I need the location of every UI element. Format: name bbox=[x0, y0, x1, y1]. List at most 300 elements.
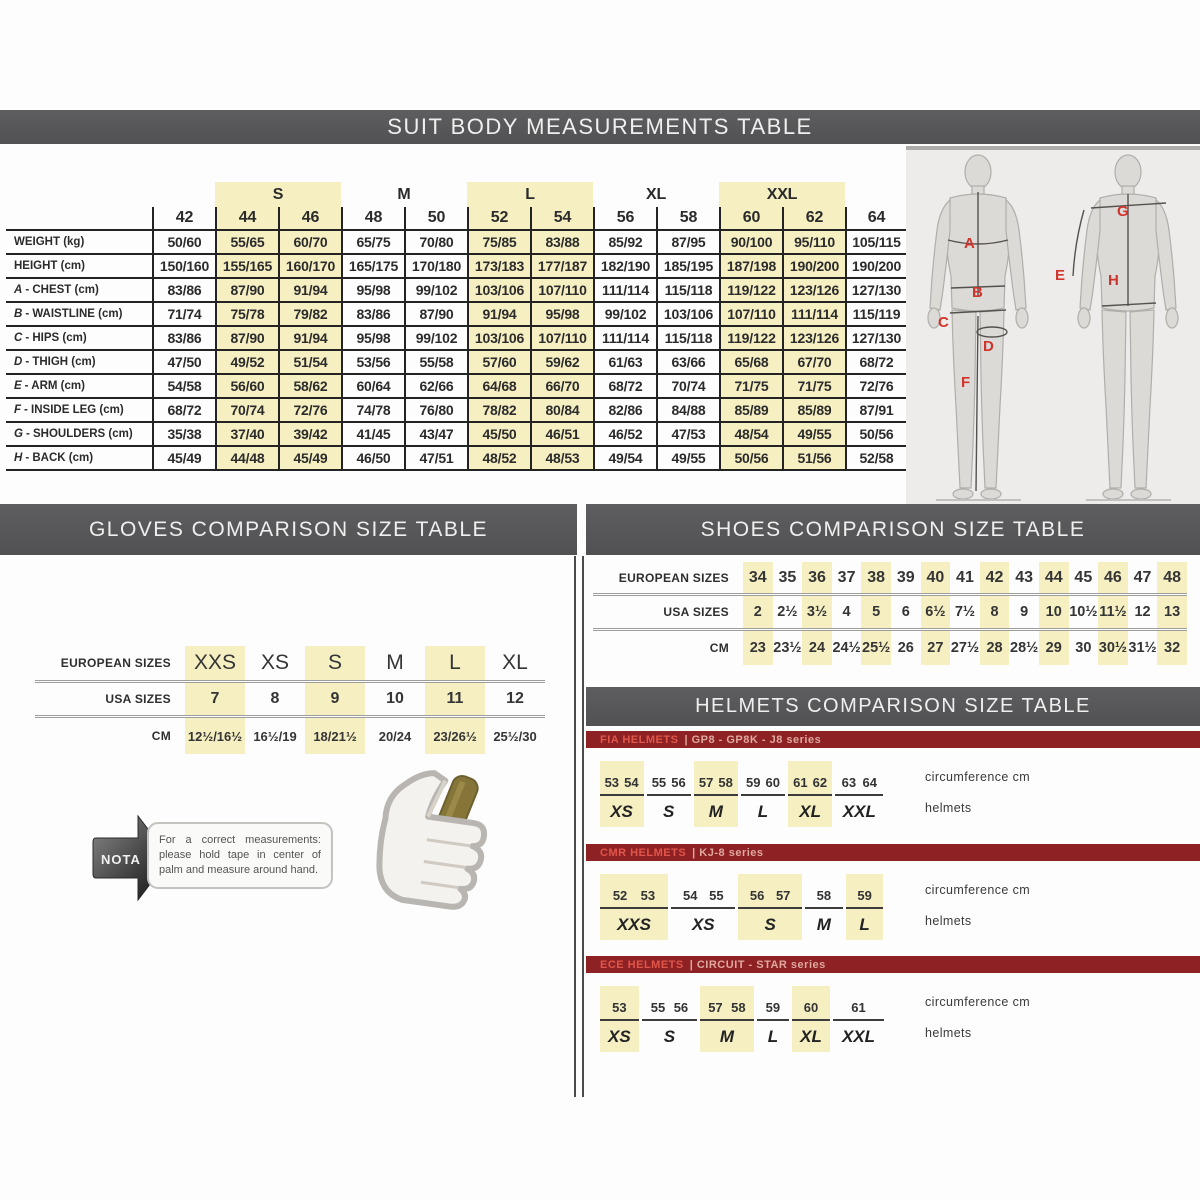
suit-value-cell: 60/64 bbox=[341, 373, 404, 397]
suit-value-cell: 49/52 bbox=[215, 349, 278, 373]
helmet-size-label: XL bbox=[799, 801, 821, 821]
gloves-table-row bbox=[35, 718, 545, 754]
nota-label: NOTA bbox=[101, 852, 141, 867]
helmet-size-label: XXL bbox=[841, 1026, 875, 1046]
shoes-table-row bbox=[593, 596, 1187, 631]
shoes-table-value-cell: 41 bbox=[956, 568, 974, 586]
suit-measurements-table bbox=[6, 182, 908, 471]
helmet-size-label: L bbox=[767, 1026, 779, 1046]
helmet-series-name: CMR HELMETS bbox=[600, 846, 687, 859]
suit-size-header: 54 bbox=[530, 207, 593, 229]
shoes-table-value-cell: 30½ bbox=[1098, 631, 1128, 665]
suit-value-cell: 52/58 bbox=[845, 445, 908, 471]
helmets-label: helmets bbox=[925, 800, 972, 815]
helmet-size-group bbox=[600, 874, 669, 940]
helmet-circumference-value: 55 bbox=[709, 888, 724, 903]
gloves-table-value-cell: 12 bbox=[506, 690, 524, 707]
suit-value-cell: 78/82 bbox=[467, 397, 530, 421]
suit-value-cell: 90/100 bbox=[719, 229, 782, 253]
suit-value-cell: 47/51 bbox=[404, 445, 467, 471]
suit-value-cell: 103/106 bbox=[656, 301, 719, 325]
circumference-cm-label: circumference cm bbox=[925, 994, 1031, 1009]
suit-value-cell: 119/122 bbox=[719, 325, 782, 349]
suit-value-cell: 170/180 bbox=[404, 253, 467, 277]
gloves-table-value-cell: 23/26½ bbox=[425, 718, 485, 754]
gloves-table-value-cell: 8 bbox=[270, 690, 280, 707]
suit-row-label: HEIGHT (cm) bbox=[6, 253, 152, 277]
suit-value-cell: 127/130 bbox=[845, 325, 908, 349]
helmets-label: helmets bbox=[925, 1025, 972, 1040]
measure-letter-F: F bbox=[961, 374, 971, 391]
suit-size-header: 48 bbox=[341, 207, 404, 229]
suit-value-cell: 80/84 bbox=[530, 397, 593, 421]
suit-value-cell: 173/183 bbox=[467, 253, 530, 277]
suit-value-cell: 45/49 bbox=[152, 445, 215, 471]
helmet-series-bar bbox=[586, 844, 1200, 861]
circumference-cm-label: circumference cm bbox=[925, 769, 1031, 784]
helmet-size-label: XL bbox=[800, 1026, 822, 1046]
suit-value-cell: 95/98 bbox=[341, 325, 404, 349]
suit-value-cell: 165/175 bbox=[341, 253, 404, 277]
shoes-table-value-cell: 8 bbox=[980, 596, 1010, 628]
suit-value-cell: 87/90 bbox=[404, 301, 467, 325]
suit-value-cell: 55/58 bbox=[404, 349, 467, 373]
measure-letter-E: E bbox=[1055, 267, 1066, 284]
suit-group-header: M bbox=[397, 185, 411, 203]
helmet-circumference-row bbox=[600, 761, 644, 796]
suit-value-cell: 83/88 bbox=[530, 229, 593, 253]
suit-value-cell: 127/130 bbox=[845, 277, 908, 301]
measure-letter-A: A bbox=[964, 235, 975, 252]
helmet-size-table bbox=[598, 986, 1200, 1052]
gloves-table-row-label: CM bbox=[151, 729, 171, 743]
suit-value-cell: 71/74 bbox=[152, 301, 215, 325]
shoes-table-value-cell: 4 bbox=[842, 604, 851, 620]
helmet-circumference-value: 53 bbox=[640, 888, 656, 903]
suit-value-cell: 82/86 bbox=[593, 397, 656, 421]
gloves-table-value-cell: M bbox=[386, 651, 404, 674]
suit-row-label: G - SHOULDERS (cm) bbox=[6, 421, 152, 445]
suit-value-cell: 107/110 bbox=[719, 301, 782, 325]
shoes-table-value-cell: 29 bbox=[1039, 631, 1069, 665]
suit-value-cell: 58/62 bbox=[278, 373, 341, 397]
suit-row-label: C - HIPS (cm) bbox=[6, 325, 152, 349]
suit-value-cell: 66/70 bbox=[530, 373, 593, 397]
suit-value-cell: 61/63 bbox=[593, 349, 656, 373]
gloves-table-value-cell: 9 bbox=[305, 683, 365, 715]
suit-group-spacer bbox=[6, 182, 152, 207]
suit-value-cell: 65/75 bbox=[341, 229, 404, 253]
helmet-circumference-value: 57 bbox=[775, 888, 791, 903]
shoes-table-value-cell: 24 bbox=[802, 631, 832, 665]
shoes-table-value-cell: 5 bbox=[861, 596, 891, 628]
helmet-circumference-row bbox=[647, 761, 691, 796]
suit-value-cell: 39/42 bbox=[278, 421, 341, 445]
gloves-table-title-bar bbox=[0, 504, 577, 555]
suit-row-label: B - WAISTLINE (cm) bbox=[6, 301, 152, 325]
suit-value-cell: 46/52 bbox=[593, 421, 656, 445]
suit-value-cell: 55/65 bbox=[215, 229, 278, 253]
helmet-circumference-value: 57 bbox=[698, 775, 714, 790]
suit-size-header: 60 bbox=[719, 207, 782, 229]
helmet-size-group bbox=[647, 761, 691, 827]
circumference-cm-label: circumference cm bbox=[925, 882, 1031, 897]
shoes-table-value-cell: 43 bbox=[1015, 568, 1034, 586]
shoes-table-value-cell: 6 bbox=[901, 604, 910, 620]
shoes-table-row bbox=[593, 631, 1187, 665]
helmet-circumference-row bbox=[792, 986, 831, 1021]
helmet-series-bar bbox=[586, 956, 1200, 973]
helmet-series-models: | GP8 - GP8K - J8 series bbox=[684, 733, 822, 746]
helmet-circumference-value: 57 bbox=[708, 1000, 723, 1015]
suit-value-cell: 53/56 bbox=[341, 349, 404, 373]
helmet-series-models: | CIRCUIT - STAR series bbox=[689, 958, 826, 971]
helmet-size-label: S bbox=[764, 914, 776, 934]
note-text: For a correct measurements: please hold tape in center of palm and measure around hand. bbox=[147, 822, 333, 889]
suit-value-cell: 115/118 bbox=[656, 325, 719, 349]
helmet-circumference-value: 62 bbox=[812, 775, 828, 790]
helmet-row-labels bbox=[925, 874, 1030, 940]
suit-value-cell: 48/53 bbox=[530, 445, 593, 471]
helmet-circumference-row bbox=[833, 986, 883, 1021]
helmet-circumference-row bbox=[700, 986, 754, 1021]
helmet-size-group bbox=[741, 761, 785, 827]
suit-value-cell: 99/102 bbox=[404, 325, 467, 349]
measurement-note bbox=[90, 765, 510, 915]
gloves-table-value-cell: L bbox=[425, 646, 485, 680]
suit-value-cell: 50/56 bbox=[845, 421, 908, 445]
suit-value-cell: 72/76 bbox=[845, 373, 908, 397]
suit-value-cell: 44/48 bbox=[215, 445, 278, 471]
gloves-size-table bbox=[35, 646, 545, 754]
suit-size-spacer bbox=[6, 207, 152, 229]
measure-letter-H: H bbox=[1108, 272, 1119, 289]
suit-value-cell: 46/50 bbox=[341, 445, 404, 471]
suit-row-label: D - THIGH (cm) bbox=[6, 349, 152, 373]
suit-value-cell: 45/50 bbox=[467, 421, 530, 445]
suit-value-cell: 123/126 bbox=[782, 325, 845, 349]
suit-value-cell: 91/94 bbox=[467, 301, 530, 325]
helmet-size-label: XS bbox=[691, 914, 715, 934]
shoes-table-value-cell: 24½ bbox=[832, 640, 861, 656]
shoes-table-value-cell: 44 bbox=[1039, 562, 1069, 593]
gloves-table-value-cell: 12½/16½ bbox=[185, 718, 245, 754]
shoes-table-value-cell: 31½ bbox=[1128, 640, 1157, 656]
suit-group-header bbox=[152, 182, 215, 207]
helmet-size-label: L bbox=[859, 914, 870, 934]
helmet-size-group bbox=[600, 986, 640, 1052]
suit-value-cell: 182/190 bbox=[593, 253, 656, 277]
suit-size-header: 42 bbox=[152, 207, 215, 229]
helmet-size-group bbox=[738, 874, 802, 940]
suit-value-cell: 84/88 bbox=[656, 397, 719, 421]
suit-value-cell: 111/114 bbox=[593, 277, 656, 301]
suit-value-cell: 68/72 bbox=[845, 349, 908, 373]
suit-group-header bbox=[845, 182, 908, 207]
shoes-table-value-cell: 23½ bbox=[773, 640, 802, 656]
helmets-table-title-bar bbox=[586, 687, 1200, 726]
helmet-circumference-row bbox=[835, 761, 883, 796]
shoes-table-value-cell: 25½ bbox=[861, 631, 891, 665]
suit-value-cell: 35/38 bbox=[152, 421, 215, 445]
shoes-table-value-cell: 27 bbox=[921, 631, 951, 665]
shoes-table-value-cell: 28½ bbox=[1010, 640, 1039, 656]
suit-value-cell: 83/86 bbox=[341, 301, 404, 325]
helmet-section-1 bbox=[586, 844, 1200, 940]
helmet-size-group bbox=[805, 874, 843, 940]
shoes-table-row bbox=[593, 562, 1187, 596]
measure-letter-G: G bbox=[1117, 203, 1129, 220]
suit-value-cell: 56/60 bbox=[215, 373, 278, 397]
gloves-table-row-label: USA SIZES bbox=[105, 692, 171, 706]
suit-value-cell: 87/95 bbox=[656, 229, 719, 253]
shoes-table-value-cell: 11½ bbox=[1098, 596, 1128, 628]
suit-value-cell: 95/98 bbox=[341, 277, 404, 301]
shoes-table-value-cell: 40 bbox=[921, 562, 951, 593]
shoes-table-value-cell: 28 bbox=[980, 631, 1010, 665]
helmet-size-table bbox=[598, 874, 1200, 940]
mannequin-front-back-illustration bbox=[906, 146, 1200, 504]
gloves-table-value-cell: 7 bbox=[185, 683, 245, 715]
suit-value-cell: 85/92 bbox=[593, 229, 656, 253]
helmet-circumference-row bbox=[741, 761, 785, 796]
suit-row-label: H - BACK (cm) bbox=[6, 445, 152, 471]
suit-table-title-bar bbox=[0, 110, 1200, 144]
suit-group-header: S bbox=[215, 182, 341, 207]
suit-value-cell: 177/187 bbox=[530, 253, 593, 277]
suit-size-header: 52 bbox=[467, 207, 530, 229]
suit-value-cell: 37/40 bbox=[215, 421, 278, 445]
suit-value-cell: 43/47 bbox=[404, 421, 467, 445]
suit-value-cell: 190/200 bbox=[845, 253, 908, 277]
suit-value-cell: 75/85 bbox=[467, 229, 530, 253]
suit-value-cell: 95/110 bbox=[782, 229, 845, 253]
suit-value-cell: 185/195 bbox=[656, 253, 719, 277]
suit-row-label: F - INSIDE LEG (cm) bbox=[6, 397, 152, 421]
suit-size-header: 62 bbox=[782, 207, 845, 229]
suit-size-header: 50 bbox=[404, 207, 467, 229]
gloves-table-value-cell: 25½/30 bbox=[493, 728, 537, 744]
helmet-circumference-row bbox=[600, 874, 669, 909]
suit-table-title: SUIT BODY MEASUREMENTS TABLE bbox=[387, 114, 813, 139]
suit-value-cell: 190/200 bbox=[782, 253, 845, 277]
shoes-table-value-cell: 10 bbox=[1039, 596, 1069, 628]
measure-letter-B: B bbox=[972, 284, 983, 301]
shoes-table-value-cell: 2½ bbox=[777, 604, 798, 620]
helmet-size-group bbox=[835, 761, 883, 827]
suit-value-cell: 103/106 bbox=[467, 325, 530, 349]
shoes-table-value-cell: 6½ bbox=[921, 596, 951, 628]
column-divider-line bbox=[574, 556, 576, 1097]
suit-value-cell: 91/94 bbox=[278, 277, 341, 301]
helmet-circumference-value: 56 bbox=[673, 1000, 689, 1015]
shoes-table-value-cell: 48 bbox=[1157, 562, 1187, 593]
suit-value-cell: 95/98 bbox=[530, 301, 593, 325]
helmet-size-group bbox=[833, 986, 883, 1052]
helmet-size-group bbox=[642, 986, 696, 1052]
suit-value-cell: 72/76 bbox=[278, 397, 341, 421]
suit-value-cell: 111/114 bbox=[782, 301, 845, 325]
helmet-size-group bbox=[792, 986, 831, 1052]
helmet-circumference-value: 56 bbox=[749, 888, 765, 903]
suit-size-header: 64 bbox=[845, 207, 908, 229]
suit-value-cell: 70/74 bbox=[656, 373, 719, 397]
suit-size-header: 46 bbox=[278, 207, 341, 229]
shoes-table-row-label: EUROPEAN SIZES bbox=[618, 570, 729, 585]
helmet-circumference-value: 55 bbox=[651, 775, 667, 790]
suit-size-header: 44 bbox=[215, 207, 278, 229]
helmet-size-label: L bbox=[757, 801, 769, 821]
helmet-circumference-value: 54 bbox=[624, 775, 639, 790]
shoes-table-value-cell: 46 bbox=[1098, 562, 1128, 593]
suit-value-cell: 65/68 bbox=[719, 349, 782, 373]
shoes-table-row-label: USA SIZES bbox=[663, 605, 729, 619]
helmet-size-group bbox=[757, 986, 789, 1052]
shoes-table-value-cell: 3½ bbox=[802, 596, 832, 628]
suit-value-cell: 87/91 bbox=[845, 397, 908, 421]
gloves-table-title: GLOVES COMPARISON SIZE TABLE bbox=[88, 517, 489, 541]
helmet-section-0 bbox=[586, 731, 1200, 827]
helmet-circumference-row bbox=[788, 761, 832, 796]
gloves-table-value-cell: XXS bbox=[185, 646, 245, 680]
helmet-size-label: M bbox=[708, 801, 723, 821]
suit-value-cell: 83/86 bbox=[152, 277, 215, 301]
helmet-circumference-value: 52 bbox=[612, 888, 628, 903]
suit-value-cell: 71/75 bbox=[719, 373, 782, 397]
shoes-table-value-cell: 7½ bbox=[954, 604, 976, 620]
helmet-circumference-value: 61 bbox=[793, 775, 808, 790]
suit-value-cell: 71/75 bbox=[782, 373, 845, 397]
helmet-circumference-value: 53 bbox=[604, 775, 620, 790]
helmet-circumference-row bbox=[738, 874, 802, 909]
suit-value-cell: 50/56 bbox=[719, 445, 782, 471]
suit-value-cell: 160/170 bbox=[278, 253, 341, 277]
suit-value-cell: 99/102 bbox=[593, 301, 656, 325]
suit-row-label: WEIGHT (kg) bbox=[6, 229, 152, 253]
helmet-row-labels bbox=[925, 761, 1030, 827]
helmet-size-group bbox=[600, 761, 644, 827]
helmets-label: helmets bbox=[925, 913, 972, 928]
suit-value-cell: 49/55 bbox=[656, 445, 719, 471]
suit-value-cell: 107/110 bbox=[530, 325, 593, 349]
shoes-table-value-cell: 36 bbox=[802, 562, 832, 593]
suit-value-cell: 47/50 bbox=[152, 349, 215, 373]
helmet-circumference-value: 61 bbox=[851, 1000, 866, 1015]
suit-value-cell: 123/126 bbox=[782, 277, 845, 301]
helmet-size-label: XS bbox=[610, 801, 633, 821]
helmet-section-2 bbox=[586, 956, 1200, 1052]
helmet-circumference-value: 58 bbox=[718, 775, 733, 790]
suit-value-cell: 111/114 bbox=[593, 325, 656, 349]
helmet-size-group bbox=[671, 874, 735, 940]
helmet-circumference-row bbox=[642, 986, 696, 1021]
shoes-table-title-bar bbox=[586, 504, 1200, 555]
helmet-size-groups bbox=[598, 986, 885, 1052]
helmet-size-label: M bbox=[816, 914, 831, 934]
helmet-series-name: FIA HELMETS bbox=[600, 733, 679, 746]
helmet-size-label: M bbox=[719, 1026, 734, 1046]
suit-value-cell: 105/115 bbox=[845, 229, 908, 253]
helmet-circumference-value: 59 bbox=[857, 888, 872, 903]
shoes-table-value-cell: 13 bbox=[1157, 596, 1187, 628]
suit-value-cell: 75/78 bbox=[215, 301, 278, 325]
suit-value-cell: 70/74 bbox=[215, 397, 278, 421]
shoes-table-value-cell: 9 bbox=[1020, 604, 1029, 620]
suit-value-cell: 74/78 bbox=[341, 397, 404, 421]
helmet-circumference-value: 54 bbox=[683, 888, 698, 903]
shoes-table-value-cell: 42 bbox=[980, 562, 1010, 593]
suit-value-cell: 62/66 bbox=[404, 373, 467, 397]
suit-value-cell: 85/89 bbox=[782, 397, 845, 421]
helmet-size-group bbox=[846, 874, 884, 940]
helmet-size-label: XXL bbox=[842, 801, 876, 821]
helmet-circumference-row bbox=[805, 874, 843, 909]
suit-size-header: 58 bbox=[656, 207, 719, 229]
helmet-series-bar bbox=[586, 731, 1200, 748]
shoes-table-value-cell: 47 bbox=[1133, 568, 1152, 586]
suit-group-header: XL bbox=[645, 185, 667, 203]
suit-row-label: E - ARM (cm) bbox=[6, 373, 152, 397]
suit-value-cell: 76/80 bbox=[404, 397, 467, 421]
helmet-circumference-row bbox=[694, 761, 738, 796]
suit-value-cell: 85/89 bbox=[719, 397, 782, 421]
helmet-size-group bbox=[700, 986, 754, 1052]
measure-letter-C: C bbox=[938, 314, 949, 331]
shoes-table-row-label: CM bbox=[709, 641, 729, 655]
shoes-table-value-cell: 27½ bbox=[950, 640, 980, 656]
suit-value-cell: 51/54 bbox=[278, 349, 341, 373]
suit-value-cell: 119/122 bbox=[719, 277, 782, 301]
shoes-table-value-cell: 23 bbox=[743, 631, 773, 665]
shoes-table-title: SHOES COMPARISON SIZE TABLE bbox=[700, 517, 1086, 541]
suit-value-cell: 48/52 bbox=[467, 445, 530, 471]
suit-value-cell: 115/118 bbox=[656, 277, 719, 301]
measure-letter-D: D bbox=[983, 338, 994, 355]
suit-value-cell: 79/82 bbox=[278, 301, 341, 325]
suit-value-cell: 87/90 bbox=[215, 325, 278, 349]
helmet-series-name: ECE HELMETS bbox=[600, 958, 684, 971]
helmet-circumference-row bbox=[846, 874, 884, 909]
suit-value-cell: 47/53 bbox=[656, 421, 719, 445]
suit-size-header: 56 bbox=[593, 207, 656, 229]
shoes-table-value-cell: 37 bbox=[837, 568, 856, 586]
gloves-table-row bbox=[35, 683, 545, 718]
suit-value-cell: 45/49 bbox=[278, 445, 341, 471]
gloves-table-value-cell: S bbox=[305, 646, 365, 680]
suit-value-cell: 51/56 bbox=[782, 445, 845, 471]
helmet-size-label: XXS bbox=[616, 914, 651, 934]
gloves-table-value-cell: XS bbox=[260, 651, 289, 674]
helmet-circumference-value: 58 bbox=[816, 888, 832, 903]
shoes-table-value-cell: 35 bbox=[778, 568, 797, 586]
shoes-table-value-cell: 34 bbox=[743, 562, 773, 593]
suit-value-cell: 57/60 bbox=[467, 349, 530, 373]
suit-value-cell: 50/60 bbox=[152, 229, 215, 253]
helmet-size-label: XS bbox=[608, 1026, 631, 1046]
suit-value-cell: 59/62 bbox=[530, 349, 593, 373]
suit-value-cell: 64/68 bbox=[467, 373, 530, 397]
column-divider-line bbox=[582, 556, 584, 1097]
helmets-table-title: HELMETS COMPARISON SIZE TABLE bbox=[695, 695, 1091, 717]
mannequin-figures bbox=[906, 146, 1200, 504]
gloves-table-value-cell: XL bbox=[502, 651, 528, 674]
suit-value-cell: 54/58 bbox=[152, 373, 215, 397]
shoes-table-value-cell: 10½ bbox=[1069, 604, 1098, 620]
gloves-table-value-cell: 10 bbox=[386, 690, 404, 707]
shoes-table-value-cell: 38 bbox=[861, 562, 891, 593]
suit-value-cell: 107/110 bbox=[530, 277, 593, 301]
helmet-size-groups bbox=[598, 761, 885, 827]
